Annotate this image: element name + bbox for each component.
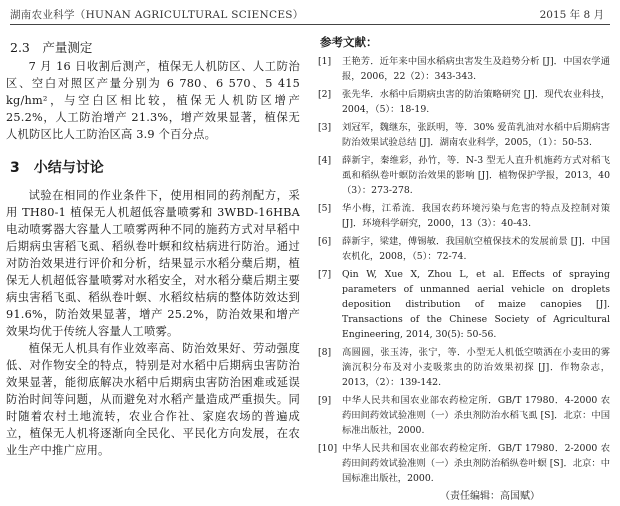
reference-text: 刘冠军，魏继东，张跃明，等．30% 爱苗乳油对水稻中后期病害防治效果试验总结 [J]．湖南农业科学，2005，（1）：50-53. [342,122,610,148]
reference-text: 中华人民共和国农业部农药检定所．GB/T 17980．2-2000 农药田间药效试验准则（一）杀虫剂防治稻纵卷叶螟 [S]．北京：中国标准出版社，2000. [342,443,610,484]
reference-text: Qin W, Xue X, Zhou L, et al. Effects of spraying parameters of unmanned aerial vehicle on droplets deposition distribution of maize canopies [J]. Transactions of the Chinese Society of Agricultural Engineering, 2014, 30(5): 50-56. [342,269,610,340]
reference-number: [6] [318,236,332,247]
section-2-3-title: 2.3 产量测定 [10,40,93,55]
header-rule [10,24,610,25]
reference-text: 高圆圆，张玉涛，张宁，等．小型无人机低空喷洒在小麦田的雾滴沉积分布及对小麦吸浆虫的防治效果初探 [J]．作物杂志，2013，（2）：139-142. [342,347,610,388]
reference-number: [10] [318,443,338,454]
reference-item [318,201,610,231]
reference-number: [7] [318,269,332,280]
summary-paragraph-1: 试验在相同的作业条件下，使用相同的药剂配方，采用 TH80-1 植保无人机超低容量喷雾和 3WBD-16HBA 电动喷雾器大容量人工喷雾两种不同的施药方式对早稻中后期病虫害稻飞虱、稻纵卷叶螟和纹枯病进行防治。通过对防治效果进行评价和分析，结果显示水稻分蘖后期，植保无人机超低容量喷雾对水稻安全，对水稻分蘖后期主要病虫害稻飞虱、稻纵卷叶螟、水稻纹枯病的整体防效达到 91.6%，防治效果显著，增产 25.2%，防治效果和增产效果均优于传统人容量人工喷雾。 [6,189,300,338]
reference-number: [4] [318,155,332,166]
reference-number: [3] [318,122,332,133]
reference-number: [5] [318,203,332,214]
reference-item [318,393,610,438]
reference-text: 华小梅，江希流．我国农药环境污染与危害的特点及控制对策 [J]．环境科学研究，2000，13（3）：40-43. [342,203,610,229]
reference-text: 薛新宇，梁建，傅锡敏．我国航空植保技术的发展前景 [J]．中国农机化，2008，（5）：72-74. [342,236,610,262]
section-3-title: 3 小结与讨论 [10,160,104,176]
left-column [6,34,300,459]
reference-item [318,153,610,198]
reference-number: [9] [318,395,332,406]
reference-item [318,345,610,390]
running-header [10,3,610,23]
references-column [318,34,610,489]
reference-number: [8] [318,347,332,358]
reference-item [318,54,610,84]
reference-text: 王艳芳．近年来中国水稻病虫害发生及趋势分析 [J]．中国农学通报，2006，22（2）：343-343. [342,56,610,82]
reference-number: [1] [318,56,332,67]
reference-text: 薛新宇，秦维彩，孙竹，等．N-3 型无人直升机施药方式对稻飞虱和稻纵卷叶螟防治效果的影响 [J]．植物保护学报，2013，40（3）：273-278. [342,155,610,196]
reference-number: [2] [318,89,332,100]
yield-paragraph: 7 月 16 日收割后测产，植保无人机防区、人工防治区、空白对照区产量分别为 6 780、6 570、5 415 kg/hm²，与空白区相比较，植保无人机防区增产 25.2%，人工防治增产 21.3%，增产效果显著，植保无人机防区比人工防治区高 3.9 个百分点。 [6,60,300,141]
reference-item [318,234,610,264]
journal-name: 湖南农业科学（HUNAN AGRICULTURAL SCIENCES） [10,9,304,21]
reference-item [318,120,610,150]
issue-date: 2015 年 8 月 [539,9,604,21]
references-title: 参考文献： [320,35,378,49]
editor-credit: （责任编辑：高国赋） [440,491,540,502]
reference-text: 张先华．水稻中后期病虫害的防治策略研究 [J]．现代农业科技，2004，（5）：18-19. [342,89,610,115]
reference-item [318,87,610,117]
summary-paragraph-2: 植保无人机具有作业效率高、防治效果好、劳动强度低、对作物安全的特点，特别是对水稻中后期病虫害防治效果显著，能彻底解决水稻中后期病虫害防治困难或延误防治时间等问题，从而避免对水稻产量造成严重损失。同时随着农村土地流转，农业合作社、家庭农场的普遍成立，植保无人机将逐渐向全民化、平民化方向发展，在农业生产中推广应用。 [6,342,300,457]
reference-item [318,267,610,342]
reference-list [318,54,610,486]
reference-text: 中华人民共和国农业部农药检定所．GB/T 17980．4-2000 农药田间药效试验准则（一）杀虫剂防治水稻飞虱 [S]．北京：中国标准出版社，2000. [342,395,610,436]
reference-item [318,441,610,486]
